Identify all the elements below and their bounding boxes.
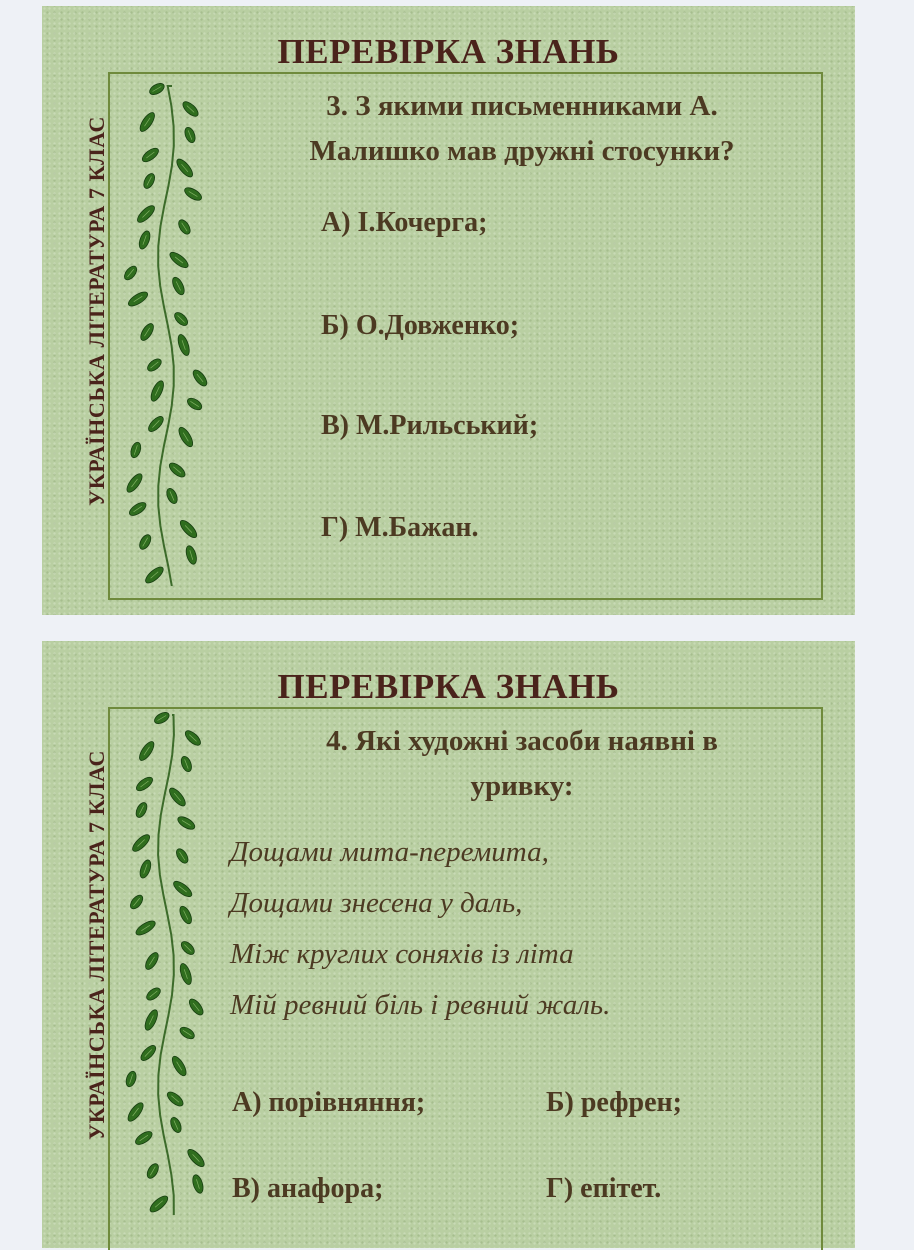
vine-decoration-icon — [114, 78, 214, 598]
option-a: А) І.Кочерга; — [321, 207, 488, 238]
poem-line: Між круглих соняхів із літа — [230, 938, 574, 970]
slide-title: ПЕРЕВІРКА ЗНАНЬ — [277, 667, 620, 706]
vine-decoration-icon — [114, 707, 214, 1227]
quiz-slide-3 — [42, 6, 855, 615]
poem-line: Мій ревний біль і ревний жаль. — [230, 989, 611, 1021]
question-line: 4. Які художні засоби наявні в — [326, 725, 718, 757]
question — [242, 84, 802, 174]
option-c: В) М.Рильський; — [321, 410, 539, 441]
option-b: Б) рефрен; — [546, 1087, 683, 1118]
question-line: Малишко мав дружні стосунки? — [309, 135, 735, 167]
poem-line: Дощами мита-перемита, — [230, 836, 549, 868]
slide-title: ПЕРЕВІРКА ЗНАНЬ — [277, 32, 620, 71]
poem-excerpt — [230, 827, 610, 1031]
option-a: А) порівняння; — [232, 1087, 426, 1118]
option-d: Г) М.Бажан. — [321, 512, 479, 543]
side-label-text: УКРАЇНСЬКА ЛІТЕРАТУРА 7 КЛАС — [84, 115, 109, 506]
poem-line: Дощами знесена у даль, — [230, 887, 523, 919]
question — [242, 719, 802, 809]
question-line: уривку: — [470, 770, 574, 802]
question-line: 3. З якими письменниками А. — [326, 90, 718, 122]
option-c: В) анафора; — [232, 1173, 384, 1204]
option-b: Б) О.Довженко; — [321, 310, 520, 341]
quiz-slide-4 — [42, 641, 855, 1248]
side-label-text: УКРАЇНСЬКА ЛІТЕРАТУРА 7 КЛАС — [84, 749, 109, 1140]
option-d: Г) епітет. — [546, 1173, 662, 1204]
